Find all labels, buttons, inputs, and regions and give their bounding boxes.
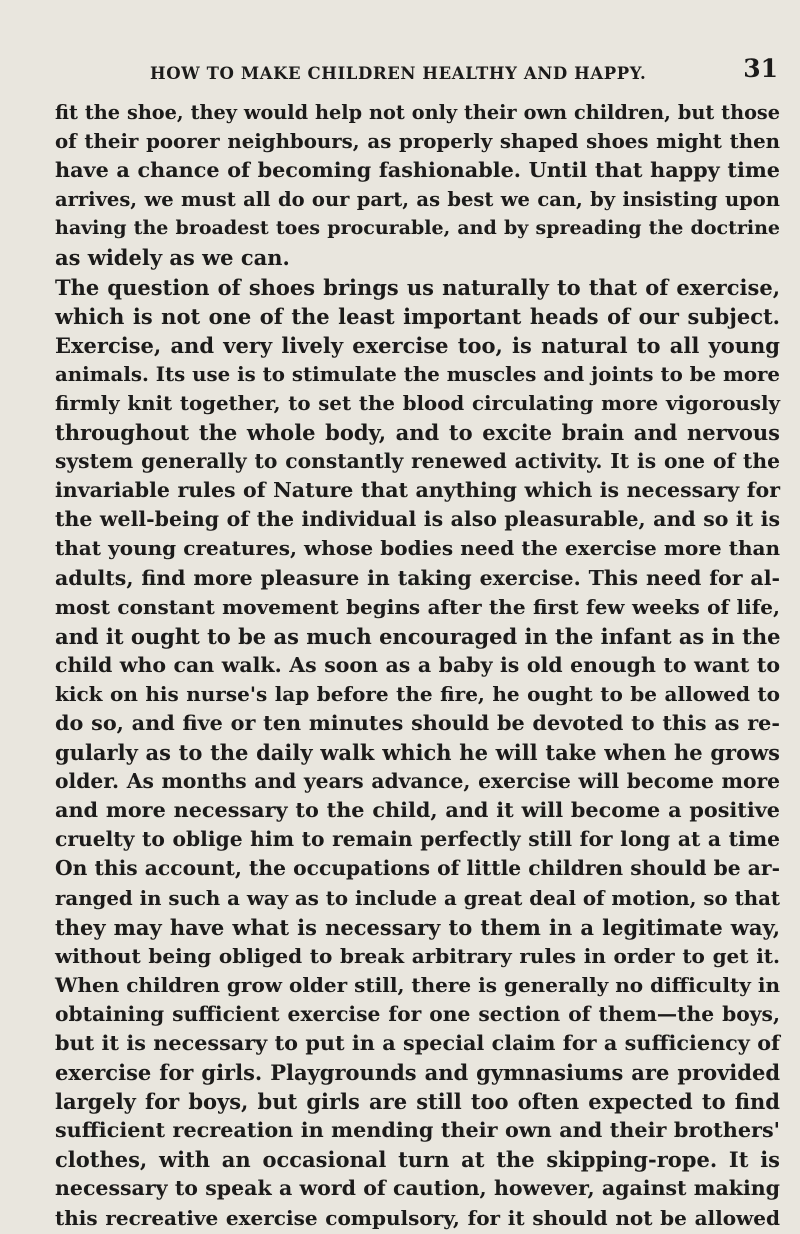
text-line: cruelty to oblige him to remain perfectly still for long at a time	[55, 827, 780, 852]
text-line: exercise for girls. Playgrounds and gymnasiums are provided	[55, 1060, 780, 1086]
text-line: invariable rules of Nature that anything which is necessary for	[55, 478, 780, 503]
text-line: obtaining sufficient exercise for one section of them—the boys,	[55, 1001, 780, 1026]
text-line: clothes, with an occasional turn at the skipping-rope. It is	[55, 1147, 780, 1173]
text-line: older. As months and years advance, exercise will become more	[55, 769, 780, 794]
text-line: system generally to constantly renewed activity. It is one of the	[55, 449, 780, 474]
text-line: arrives, we must all do our part, as best we can, by insisting upon	[55, 188, 780, 212]
text-line: On this account, the occupations of little children should be ar-	[55, 856, 780, 881]
text-line: they may have what is necessary to them in a legitimate way,	[55, 914, 780, 940]
page-header	[55, 54, 780, 88]
text-line: have a chance of becoming fashionable. Until that happy time	[55, 158, 780, 183]
text-line: When children grow older still, there is generally no difficulty in	[55, 972, 780, 997]
text-line: The question of shoes brings us naturally to that of exercise,	[55, 274, 780, 300]
text-line: but it is necessary to put in a special claim for a sufficiency of	[55, 1031, 780, 1055]
text-line: sufficient recreation in mending their own and their brothers'	[55, 1118, 780, 1143]
text-line: and it ought to be as much encouraged in the infant as in the	[55, 623, 781, 649]
text-line: firmly knit together, to set the blood circulating more vigorously	[55, 390, 780, 415]
text-line: and more necessary to the child, and it will become a positive	[55, 798, 780, 823]
text-line: without being obliged to break arbitrary rules in order to get it.	[55, 943, 780, 968]
text-line: this recreative exercise compulsory, for it should not be allowed	[55, 1205, 780, 1230]
text-line: ranged in such a way as to include a great deal of motion, so that	[55, 885, 780, 910]
text-line: gularly as to the daily walk which he will take when he grows	[55, 740, 780, 766]
running-head: HOW TO MAKE CHILDREN HEALTHY AND HAPPY.	[150, 64, 647, 83]
text-line: adults, find more pleasure in taking exercise. This need for al-	[55, 565, 780, 590]
text-line: having the broadest toes procurable, and by spreading the doctrine	[55, 217, 780, 240]
text-line: the well-being of the individual is also pleasurable, and so it is	[55, 507, 780, 532]
text-line: Exercise, and very lively exercise too, is natural to all young	[55, 332, 780, 358]
text-line: animals. Its use is to stimulate the muscles and joints to be more	[55, 361, 780, 386]
text-line: of their poorer neighbours, as properly shaped shoes might then	[55, 129, 780, 154]
text-line: as widely as we can.	[55, 245, 290, 271]
body-text	[55, 98, 780, 1233]
text-line: most constant movement begins after the first few weeks of life,	[55, 594, 780, 619]
text-line: do so, and five or ten minutes should be devoted to this as re-	[55, 710, 780, 735]
text-line: kick on his nurse's lap before the fire, he ought to be allowed to	[55, 681, 780, 706]
text-line: necessary to speak a word of caution, however, against making	[55, 1176, 780, 1201]
text-line: child who can walk. As soon as a baby is old enough to want to	[55, 652, 780, 677]
text-line: largely for boys, but girls are still too often expected to find	[55, 1089, 780, 1115]
page-number: 31	[743, 54, 778, 83]
text-line: throughout the whole body, and to excite brain and nervous	[55, 420, 780, 446]
text-line: fit the shoe, they would help not only their own children, but those	[55, 101, 780, 124]
text-line: which is not one of the least important heads of our subject.	[55, 303, 780, 329]
text-line: that young creatures, whose bodies need the exercise more than	[55, 536, 780, 561]
